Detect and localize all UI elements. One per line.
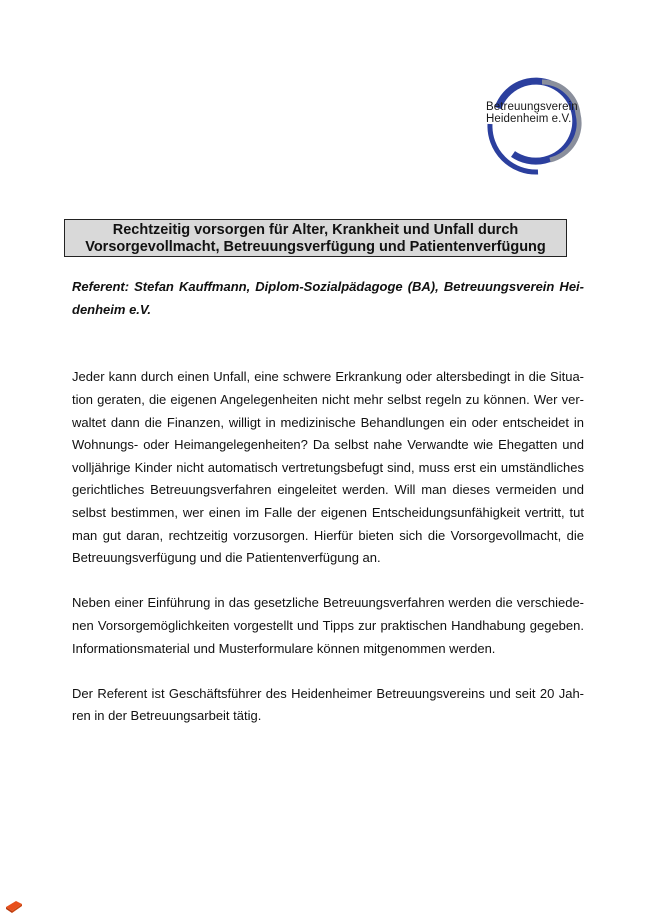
paragraph-2-line: Informationsmaterial und Musterformulare können mitgenommen werden. bbox=[72, 640, 496, 656]
logo bbox=[480, 68, 590, 178]
paragraph-1-line: Jeder kann durch einen Unfall, eine schwere Erkrankung oder altersbedingt in die Situa- bbox=[72, 369, 584, 385]
title-line-1: Rechtzeitig vorsorgen für Alter, Krankheit und Unfall durch bbox=[112, 222, 519, 238]
paragraph-1-line: Betreuungsverfügung und die Patientenverfügung an. bbox=[72, 550, 381, 566]
logo-line-1: Betreuungsverein bbox=[486, 101, 578, 113]
paragraph-1-line: gerichtliches Betreuungsverfahren eingeleitet werden. Will man dieses vermeiden und bbox=[72, 482, 584, 498]
paragraph-1-line: tion geraten, die eigenen Angelegenheiten nicht mehr selbst regeln zu können. Wer ver- bbox=[72, 391, 584, 407]
paragraph-1-line: waltet dann die Finanzen, willigt in medizinische Behandlungen ein oder entscheidet in bbox=[72, 414, 584, 430]
paragraph-3-line: Der Referent ist Geschäftsführer des Heidenheimer Betreuungsvereins und seit 20 Jah- bbox=[72, 685, 584, 701]
paragraph-1-line: Wohnungs- oder Heimangelegenheiten? Da selbst nahe Verwandte wie Ehegatten und bbox=[72, 437, 584, 453]
paragraph-1-line: selbst bestimmen, wer einen im Falle der eigenen Entscheidungsunfähigkeit vertritt, tut bbox=[72, 504, 584, 520]
logo-wordmark bbox=[486, 101, 578, 125]
paragraph-1-line: volljährige Kinder nicht automatisch vertretungsbefugt sind, muss erst ein umständliches bbox=[72, 459, 584, 475]
paragraph-2 bbox=[72, 592, 584, 660]
referent-line-1: Referent: Stefan Kauffmann, Diplom-Sozialpädagoge (BA), Betreuungsverein Hei- bbox=[72, 279, 584, 294]
paragraph-3-line: ren in der Betreuungsarbeit tätig. bbox=[72, 708, 262, 724]
acrobat-stamp-icon[interactable] bbox=[4, 898, 24, 914]
paragraph-2-line: nen Vorsorgemöglichkeiten vorgestellt und Tipps zur praktischen Handhabung gegeben. bbox=[72, 617, 584, 633]
paragraph-1-line: man gut daran, rechtzeitig vorzusorgen. Hierfür bieten sich die Vorsorgevollmacht, die bbox=[72, 527, 584, 543]
title-line-2: Vorsorgevollmacht, Betreuungsverfügung und Patientenverfügung bbox=[85, 239, 546, 255]
paragraph-2-line: Neben einer Einführung in das gesetzliche Betreuungsverfahren werden die verschiede- bbox=[72, 595, 584, 611]
referent-line-2: denheim e.V. bbox=[72, 301, 151, 317]
paragraph-3 bbox=[72, 683, 584, 728]
paragraph-1 bbox=[72, 366, 584, 569]
title-box bbox=[64, 219, 567, 257]
referent bbox=[72, 276, 584, 321]
logo-line-2: Heidenheim e.V. bbox=[486, 113, 572, 125]
document-body bbox=[72, 276, 584, 728]
